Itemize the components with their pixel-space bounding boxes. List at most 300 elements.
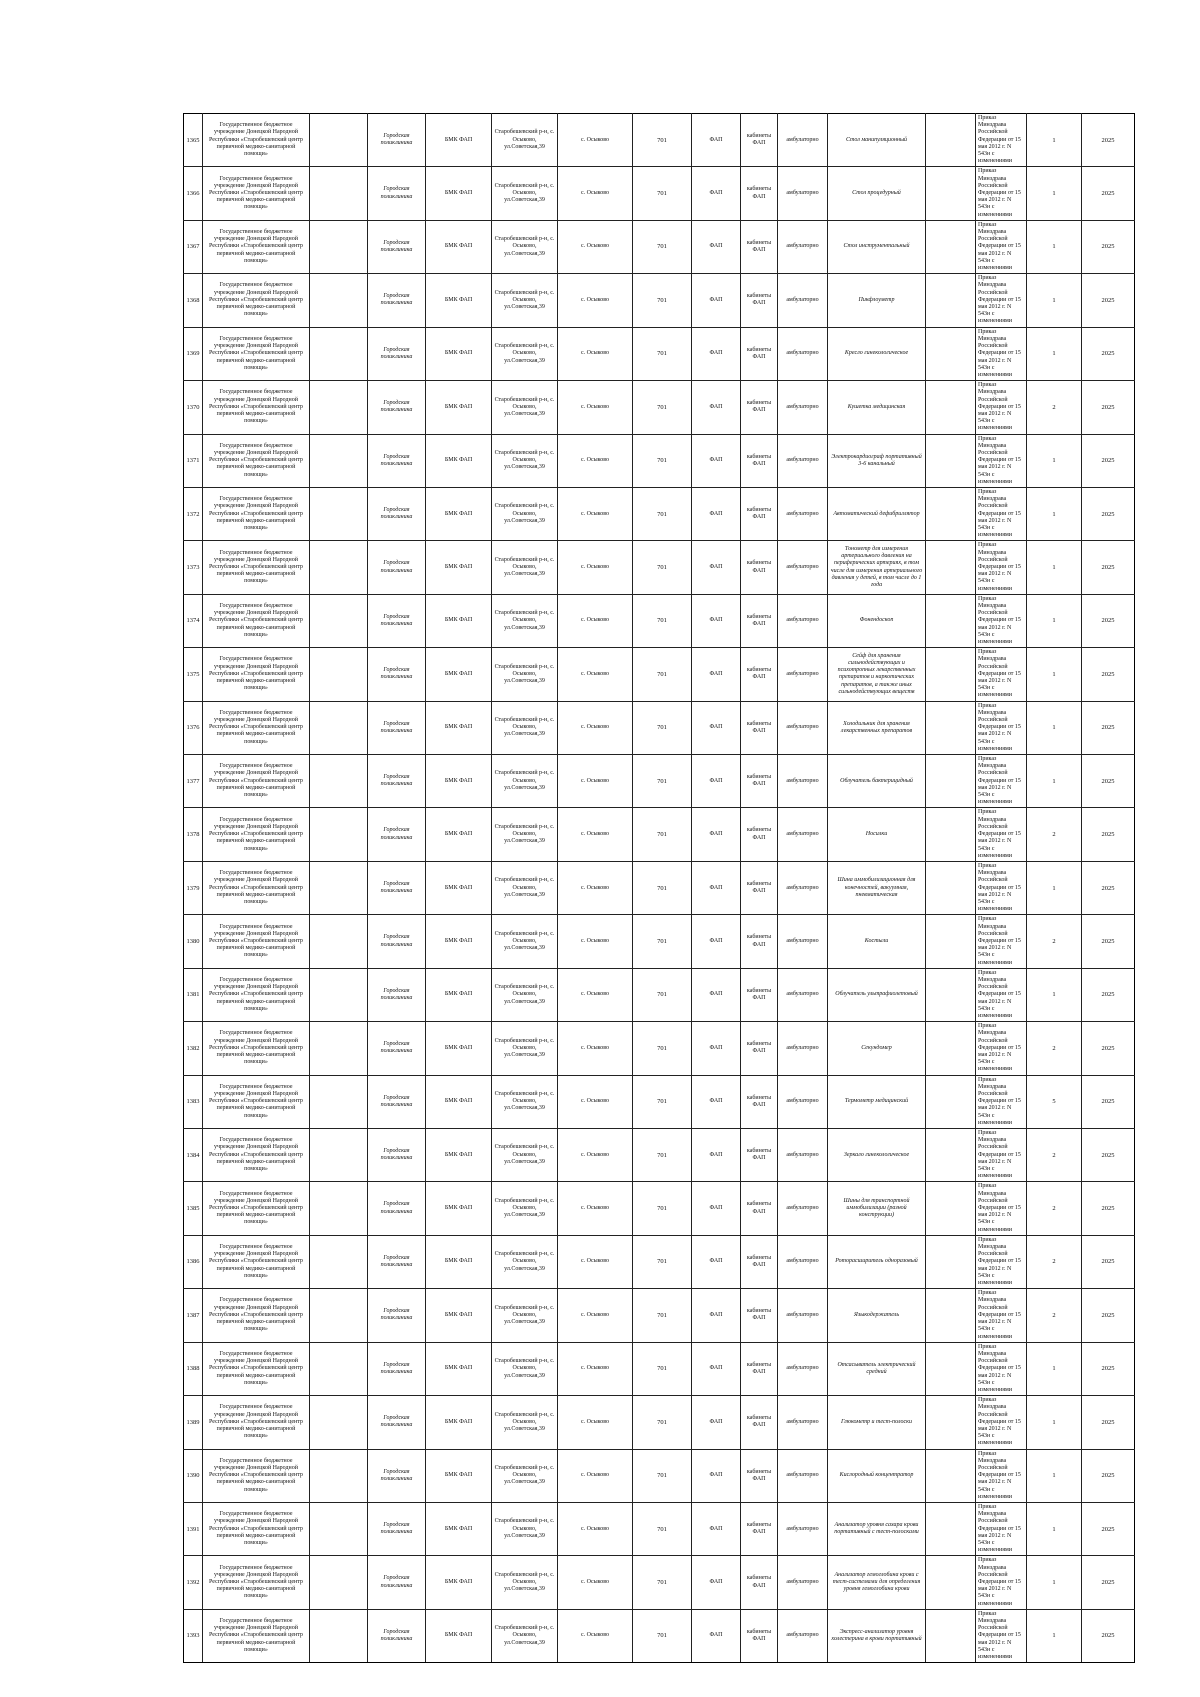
row-number: 1385 (184, 1182, 203, 1235)
basis-cell: Приказ Минздрава Российской Федерации от 15 мая 2012 г. N 543н с изменениями (976, 220, 1027, 273)
settlement-cell: с. Осыково (558, 861, 633, 914)
quantity-cell: 1 (1027, 541, 1082, 594)
empty-cell (310, 434, 368, 487)
quantity-cell: 1 (1027, 1342, 1082, 1395)
cabinet-cell: кабинеты ФАП (741, 1129, 778, 1182)
empty-cell (310, 381, 368, 434)
table-row (184, 1182, 1135, 1235)
settlement-cell: с. Осыково (558, 1022, 633, 1075)
cabinet-cell: кабинеты ФАП (741, 1022, 778, 1075)
cabinet-cell: кабинеты ФАП (741, 915, 778, 968)
location-cell: амбулаторно (778, 861, 828, 914)
year-cell: 2025 (1082, 381, 1135, 434)
quantity-cell: 1 (1027, 594, 1082, 647)
address-cell: Старобешевский р-н, с. Осыково, ул.Советская,39 (492, 1449, 558, 1502)
basis-cell: Приказ Минздрава Российской Федерации от 15 мая 2012 г. N 543н с изменениями (976, 327, 1027, 380)
quantity-cell: 2 (1027, 1022, 1082, 1075)
equipment-name-cell: Автоматический дефибриллятор (828, 487, 926, 540)
equipment-name-cell: Отсасыватель электрический средний (828, 1342, 926, 1395)
address-cell: Старобешевский р-н, с. Осыково, ул.Советская,39 (492, 915, 558, 968)
empty-cell (926, 1182, 976, 1235)
facility-type-cell: Городская поликлиника (368, 541, 426, 594)
unit-cell: БМК ФАП (426, 1556, 492, 1609)
empty-cell (310, 915, 368, 968)
object-cell: ФАП (692, 1609, 741, 1662)
quantity-cell: 1 (1027, 1609, 1082, 1662)
object-cell: ФАП (692, 274, 741, 327)
unit-cell: БМК ФАП (426, 1449, 492, 1502)
empty-cell (310, 1235, 368, 1288)
row-number: 1373 (184, 541, 203, 594)
code-cell: 701 (633, 220, 692, 273)
object-cell: ФАП (692, 1129, 741, 1182)
empty-cell (310, 220, 368, 273)
row-number: 1391 (184, 1502, 203, 1555)
object-cell: ФАП (692, 594, 741, 647)
basis-cell: Приказ Минздрава Российской Федерации от 15 мая 2012 г. N 543н с изменениями (976, 1182, 1027, 1235)
settlement-cell: с. Осыково (558, 755, 633, 808)
empty-cell (310, 274, 368, 327)
object-cell: ФАП (692, 701, 741, 754)
quantity-cell: 2 (1027, 1129, 1082, 1182)
basis-cell: Приказ Минздрава Российской Федерации от 15 мая 2012 г. N 543н с изменениями (976, 594, 1027, 647)
cabinet-cell: кабинеты ФАП (741, 434, 778, 487)
address-cell: Старобешевский р-н, с. Осыково, ул.Советская,39 (492, 1396, 558, 1449)
equipment-name-cell: Тонометр для измерения артериального давления на периферических артериях, в том числе для измерения артериального давления у детей, в том числе до 1 года (828, 541, 926, 594)
address-cell: Старобешевский р-н, с. Осыково, ул.Советская,39 (492, 648, 558, 701)
table-row (184, 648, 1135, 701)
settlement-cell: с. Осыково (558, 274, 633, 327)
cabinet-cell: кабинеты ФАП (741, 1235, 778, 1288)
year-cell: 2025 (1082, 1502, 1135, 1555)
year-cell: 2025 (1082, 220, 1135, 273)
year-cell: 2025 (1082, 167, 1135, 220)
cabinet-cell: кабинеты ФАП (741, 1556, 778, 1609)
cabinet-cell: кабинеты ФАП (741, 1609, 778, 1662)
settlement-cell: с. Осыково (558, 648, 633, 701)
location-cell: амбулаторно (778, 1129, 828, 1182)
facility-type-cell: Городская поликлиника (368, 594, 426, 647)
organization-cell: Государственное бюджетное учреждение Донецкой Народной Республики «Старобешевский центр первичной медико-санитарной помощи» (203, 1235, 310, 1288)
cabinet-cell: кабинеты ФАП (741, 1075, 778, 1128)
address-cell: Старобешевский р-н, с. Осыково, ул.Советская,39 (492, 1342, 558, 1395)
unit-cell: БМК ФАП (426, 648, 492, 701)
organization-cell: Государственное бюджетное учреждение Донецкой Народной Республики «Старобешевский центр первичной медико-санитарной помощи» (203, 327, 310, 380)
facility-type-cell: Городская поликлиника (368, 968, 426, 1021)
code-cell: 701 (633, 915, 692, 968)
unit-cell: БМК ФАП (426, 1289, 492, 1342)
cabinet-cell: кабинеты ФАП (741, 701, 778, 754)
code-cell: 701 (633, 1502, 692, 1555)
empty-cell (926, 434, 976, 487)
location-cell: амбулаторно (778, 648, 828, 701)
empty-cell (310, 648, 368, 701)
address-cell: Старобешевский р-н, с. Осыково, ул.Советская,39 (492, 1609, 558, 1662)
cabinet-cell: кабинеты ФАП (741, 1342, 778, 1395)
year-cell: 2025 (1082, 274, 1135, 327)
quantity-cell: 1 (1027, 755, 1082, 808)
cabinet-cell: кабинеты ФАП (741, 808, 778, 861)
cabinet-cell: кабинеты ФАП (741, 487, 778, 540)
facility-type-cell: Городская поликлиника (368, 1342, 426, 1395)
empty-cell (926, 1129, 976, 1182)
empty-cell (926, 220, 976, 273)
settlement-cell: с. Осыково (558, 381, 633, 434)
object-cell: ФАП (692, 541, 741, 594)
facility-type-cell: Городская поликлиника (368, 915, 426, 968)
cabinet-cell: кабинеты ФАП (741, 114, 778, 167)
empty-cell (310, 167, 368, 220)
empty-cell (310, 327, 368, 380)
empty-cell (926, 755, 976, 808)
empty-cell (310, 1289, 368, 1342)
facility-type-cell: Городская поликлиника (368, 1022, 426, 1075)
empty-cell (310, 1502, 368, 1555)
cabinet-cell: кабинеты ФАП (741, 220, 778, 273)
location-cell: амбулаторно (778, 1502, 828, 1555)
year-cell: 2025 (1082, 1182, 1135, 1235)
settlement-cell: с. Осыково (558, 1075, 633, 1128)
empty-cell (926, 274, 976, 327)
organization-cell: Государственное бюджетное учреждение Донецкой Народной Республики «Старобешевский центр первичной медико-санитарной помощи» (203, 381, 310, 434)
table-row (184, 1022, 1135, 1075)
quantity-cell: 1 (1027, 648, 1082, 701)
basis-cell: Приказ Минздрава Российской Федерации от 15 мая 2012 г. N 543н с изменениями (976, 541, 1027, 594)
organization-cell: Государственное бюджетное учреждение Донецкой Народной Республики «Старобешевский центр первичной медико-санитарной помощи» (203, 701, 310, 754)
quantity-cell: 2 (1027, 1289, 1082, 1342)
basis-cell: Приказ Минздрава Российской Федерации от 15 мая 2012 г. N 543н с изменениями (976, 861, 1027, 914)
facility-type-cell: Городская поликлиника (368, 1235, 426, 1288)
year-cell: 2025 (1082, 541, 1135, 594)
row-number: 1370 (184, 381, 203, 434)
basis-cell: Приказ Минздрава Российской Федерации от 15 мая 2012 г. N 543н с изменениями (976, 1022, 1027, 1075)
location-cell: амбулаторно (778, 755, 828, 808)
row-number: 1371 (184, 434, 203, 487)
facility-type-cell: Городская поликлиника (368, 487, 426, 540)
year-cell: 2025 (1082, 114, 1135, 167)
settlement-cell: с. Осыково (558, 1609, 633, 1662)
unit-cell: БМК ФАП (426, 594, 492, 647)
address-cell: Старобешевский р-н, с. Осыково, ул.Советская,39 (492, 861, 558, 914)
address-cell: Старобешевский р-н, с. Осыково, ул.Советская,39 (492, 274, 558, 327)
quantity-cell: 1 (1027, 1449, 1082, 1502)
basis-cell: Приказ Минздрава Российской Федерации от 15 мая 2012 г. N 543н с изменениями (976, 1129, 1027, 1182)
location-cell: амбулаторно (778, 1289, 828, 1342)
cabinet-cell: кабинеты ФАП (741, 1182, 778, 1235)
year-cell: 2025 (1082, 701, 1135, 754)
table-row (184, 434, 1135, 487)
cabinet-cell: кабинеты ФАП (741, 1502, 778, 1555)
equipment-name-cell: Роторасширитель одноразовый (828, 1235, 926, 1288)
empty-cell (926, 1075, 976, 1128)
quantity-cell: 1 (1027, 434, 1082, 487)
organization-cell: Государственное бюджетное учреждение Донецкой Народной Республики «Старобешевский центр первичной медико-санитарной помощи» (203, 1342, 310, 1395)
organization-cell: Государственное бюджетное учреждение Донецкой Народной Республики «Старобешевский центр первичной медико-санитарной помощи» (203, 167, 310, 220)
settlement-cell: с. Осыково (558, 594, 633, 647)
year-cell: 2025 (1082, 1396, 1135, 1449)
object-cell: ФАП (692, 327, 741, 380)
cabinet-cell: кабинеты ФАП (741, 1449, 778, 1502)
organization-cell: Государственное бюджетное учреждение Донецкой Народной Республики «Старобешевский центр первичной медико-санитарной помощи» (203, 1129, 310, 1182)
cabinet-cell: кабинеты ФАП (741, 594, 778, 647)
equipment-name-cell: Фонендоскоп (828, 594, 926, 647)
organization-cell: Государственное бюджетное учреждение Донецкой Народной Республики «Старобешевский центр первичной медико-санитарной помощи» (203, 220, 310, 273)
year-cell: 2025 (1082, 1022, 1135, 1075)
organization-cell: Государственное бюджетное учреждение Донецкой Народной Республики «Старобешевский центр первичной медико-санитарной помощи» (203, 968, 310, 1021)
equipment-name-cell: Стол процедурный (828, 167, 926, 220)
year-cell: 2025 (1082, 594, 1135, 647)
table-row (184, 808, 1135, 861)
address-cell: Старобешевский р-н, с. Осыково, ул.Советская,39 (492, 114, 558, 167)
organization-cell: Государственное бюджетное учреждение Донецкой Народной Республики «Старобешевский центр первичной медико-санитарной помощи» (203, 594, 310, 647)
empty-cell (310, 114, 368, 167)
equipment-name-cell: Зеркало гинекологическое (828, 1129, 926, 1182)
object-cell: ФАП (692, 648, 741, 701)
table-row (184, 755, 1135, 808)
table-row (184, 1556, 1135, 1609)
facility-type-cell: Городская поликлиника (368, 274, 426, 327)
equipment-name-cell: Языкодержатель (828, 1289, 926, 1342)
object-cell: ФАП (692, 434, 741, 487)
equipment-name-cell: Холодильник для хранения лекарственных препаратов (828, 701, 926, 754)
basis-cell: Приказ Минздрава Российской Федерации от 15 мая 2012 г. N 543н с изменениями (976, 1502, 1027, 1555)
table-row (184, 915, 1135, 968)
quantity-cell: 1 (1027, 1556, 1082, 1609)
quantity-cell: 5 (1027, 1075, 1082, 1128)
organization-cell: Государственное бюджетное учреждение Донецкой Народной Республики «Старобешевский центр первичной медико-санитарной помощи» (203, 861, 310, 914)
table-row (184, 327, 1135, 380)
cabinet-cell: кабинеты ФАП (741, 755, 778, 808)
settlement-cell: с. Осыково (558, 1235, 633, 1288)
location-cell: амбулаторно (778, 327, 828, 380)
organization-cell: Государственное бюджетное учреждение Донецкой Народной Республики «Старобешевский центр первичной медико-санитарной помощи» (203, 755, 310, 808)
empty-cell (926, 487, 976, 540)
facility-type-cell: Городская поликлиника (368, 114, 426, 167)
unit-cell: БМК ФАП (426, 808, 492, 861)
empty-cell (926, 1235, 976, 1288)
code-cell: 701 (633, 968, 692, 1021)
row-number: 1378 (184, 808, 203, 861)
code-cell: 701 (633, 808, 692, 861)
empty-cell (310, 701, 368, 754)
location-cell: амбулаторно (778, 434, 828, 487)
facility-type-cell: Городская поликлиника (368, 1289, 426, 1342)
unit-cell: БМК ФАП (426, 1609, 492, 1662)
row-number: 1393 (184, 1609, 203, 1662)
year-cell: 2025 (1082, 1342, 1135, 1395)
row-number: 1387 (184, 1289, 203, 1342)
empty-cell (310, 1182, 368, 1235)
table-row (184, 1342, 1135, 1395)
organization-cell: Государственное бюджетное учреждение Донецкой Народной Республики «Старобешевский центр первичной медико-санитарной помощи» (203, 114, 310, 167)
address-cell: Старобешевский р-н, с. Осыково, ул.Советская,39 (492, 1502, 558, 1555)
location-cell: амбулаторно (778, 701, 828, 754)
facility-type-cell: Городская поликлиника (368, 1502, 426, 1555)
year-cell: 2025 (1082, 434, 1135, 487)
code-cell: 701 (633, 167, 692, 220)
equipment-name-cell: Облучатель ультрафиолетовый (828, 968, 926, 1021)
facility-type-cell: Городская поликлиника (368, 1129, 426, 1182)
facility-type-cell: Городская поликлиника (368, 701, 426, 754)
empty-cell (310, 1556, 368, 1609)
facility-type-cell: Городская поликлиника (368, 648, 426, 701)
basis-cell: Приказ Минздрава Российской Федерации от 15 мая 2012 г. N 543н с изменениями (976, 167, 1027, 220)
equipment-name-cell: Электрокардиограф портативный 3-6 канальный (828, 434, 926, 487)
quantity-cell: 1 (1027, 220, 1082, 273)
address-cell: Старобешевский р-н, с. Осыково, ул.Советская,39 (492, 701, 558, 754)
unit-cell: БМК ФАП (426, 327, 492, 380)
basis-cell: Приказ Минздрава Российской Федерации от 15 мая 2012 г. N 543н с изменениями (976, 114, 1027, 167)
unit-cell: БМК ФАП (426, 1182, 492, 1235)
equipment-name-cell: Секундомер (828, 1022, 926, 1075)
settlement-cell: с. Осыково (558, 808, 633, 861)
unit-cell: БМК ФАП (426, 1396, 492, 1449)
empty-cell (926, 808, 976, 861)
empty-cell (926, 1289, 976, 1342)
table-row (184, 968, 1135, 1021)
row-number: 1369 (184, 327, 203, 380)
row-number: 1382 (184, 1022, 203, 1075)
table-row (184, 1502, 1135, 1555)
empty-cell (310, 1609, 368, 1662)
location-cell: амбулаторно (778, 1022, 828, 1075)
basis-cell: Приказ Минздрава Российской Федерации от 15 мая 2012 г. N 543н с изменениями (976, 1556, 1027, 1609)
settlement-cell: с. Осыково (558, 167, 633, 220)
empty-cell (926, 1022, 976, 1075)
year-cell: 2025 (1082, 1129, 1135, 1182)
organization-cell: Государственное бюджетное учреждение Донецкой Народной Республики «Старобешевский центр первичной медико-санитарной помощи» (203, 1502, 310, 1555)
organization-cell: Государственное бюджетное учреждение Донецкой Народной Республики «Старобешевский центр первичной медико-санитарной помощи» (203, 487, 310, 540)
year-cell: 2025 (1082, 861, 1135, 914)
year-cell: 2025 (1082, 915, 1135, 968)
empty-cell (926, 648, 976, 701)
code-cell: 701 (633, 541, 692, 594)
settlement-cell: с. Осыково (558, 915, 633, 968)
table-row (184, 487, 1135, 540)
unit-cell: БМК ФАП (426, 1075, 492, 1128)
equipment-name-cell: Пикфлоуметр (828, 274, 926, 327)
cabinet-cell: кабинеты ФАП (741, 541, 778, 594)
object-cell: ФАП (692, 968, 741, 1021)
organization-cell: Государственное бюджетное учреждение Донецкой Народной Республики «Старобешевский центр первичной медико-санитарной помощи» (203, 808, 310, 861)
basis-cell: Приказ Минздрава Российской Федерации от 15 мая 2012 г. N 543н с изменениями (976, 381, 1027, 434)
empty-cell (310, 1342, 368, 1395)
code-cell: 701 (633, 1609, 692, 1662)
quantity-cell: 1 (1027, 167, 1082, 220)
organization-cell: Государственное бюджетное учреждение Донецкой Народной Республики «Старобешевский центр первичной медико-санитарной помощи» (203, 434, 310, 487)
location-cell: амбулаторно (778, 1396, 828, 1449)
empty-cell (310, 808, 368, 861)
address-cell: Старобешевский р-н, с. Осыково, ул.Советская,39 (492, 487, 558, 540)
year-cell: 2025 (1082, 1556, 1135, 1609)
object-cell: ФАП (692, 1449, 741, 1502)
empty-cell (926, 541, 976, 594)
facility-type-cell: Городская поликлиника (368, 434, 426, 487)
address-cell: Старобешевский р-н, с. Осыково, ул.Советская,39 (492, 1129, 558, 1182)
address-cell: Старобешевский р-н, с. Осыково, ул.Советская,39 (492, 167, 558, 220)
settlement-cell: с. Осыково (558, 1556, 633, 1609)
row-number: 1390 (184, 1449, 203, 1502)
address-cell: Старобешевский р-н, с. Осыково, ул.Советская,39 (492, 220, 558, 273)
quantity-cell: 2 (1027, 915, 1082, 968)
address-cell: Старобешевский р-н, с. Осыково, ул.Советская,39 (492, 1289, 558, 1342)
row-number: 1375 (184, 648, 203, 701)
empty-cell (926, 1449, 976, 1502)
empty-cell (310, 541, 368, 594)
unit-cell: БМК ФАП (426, 1235, 492, 1288)
location-cell: амбулаторно (778, 1235, 828, 1288)
empty-cell (310, 968, 368, 1021)
equipment-table (183, 113, 1135, 1663)
document-sheet (183, 113, 1134, 1663)
quantity-cell: 1 (1027, 968, 1082, 1021)
row-number: 1365 (184, 114, 203, 167)
location-cell: амбулаторно (778, 541, 828, 594)
code-cell: 701 (633, 381, 692, 434)
object-cell: ФАП (692, 1502, 741, 1555)
object-cell: ФАП (692, 1235, 741, 1288)
location-cell: амбулаторно (778, 1075, 828, 1128)
equipment-name-cell: Сейф для хранения сильнодействующих и психотропных лекарственных препаратов и наркотических препаратов, а также иных сильнодействующих веществ (828, 648, 926, 701)
year-cell: 2025 (1082, 1609, 1135, 1662)
organization-cell: Государственное бюджетное учреждение Донецкой Народной Республики «Старобешевский центр первичной медико-санитарной помощи» (203, 1075, 310, 1128)
equipment-name-cell: Стол манипуляционный (828, 114, 926, 167)
unit-cell: БМК ФАП (426, 1022, 492, 1075)
settlement-cell: с. Осыково (558, 1449, 633, 1502)
code-cell: 701 (633, 1342, 692, 1395)
location-cell: амбулаторно (778, 274, 828, 327)
settlement-cell: с. Осыково (558, 1396, 633, 1449)
basis-cell: Приказ Минздрава Российской Федерации от 15 мая 2012 г. N 543н с изменениями (976, 968, 1027, 1021)
table-row (184, 1609, 1135, 1662)
facility-type-cell: Городская поликлиника (368, 381, 426, 434)
facility-type-cell: Городская поликлиника (368, 1182, 426, 1235)
empty-cell (926, 1396, 976, 1449)
organization-cell: Государственное бюджетное учреждение Донецкой Народной Республики «Старобешевский центр первичной медико-санитарной помощи» (203, 1289, 310, 1342)
code-cell: 701 (633, 594, 692, 647)
unit-cell: БМК ФАП (426, 274, 492, 327)
cabinet-cell: кабинеты ФАП (741, 968, 778, 1021)
code-cell: 701 (633, 1289, 692, 1342)
organization-cell: Государственное бюджетное учреждение Донецкой Народной Республики «Старобешевский центр первичной медико-санитарной помощи» (203, 915, 310, 968)
unit-cell: БМК ФАП (426, 434, 492, 487)
code-cell: 701 (633, 1022, 692, 1075)
empty-cell (310, 861, 368, 914)
settlement-cell: с. Осыково (558, 1342, 633, 1395)
quantity-cell: 1 (1027, 487, 1082, 540)
year-cell: 2025 (1082, 1075, 1135, 1128)
empty-cell (926, 594, 976, 647)
basis-cell: Приказ Минздрава Российской Федерации от 15 мая 2012 г. N 543н с изменениями (976, 274, 1027, 327)
location-cell: амбулаторно (778, 381, 828, 434)
address-cell: Старобешевский р-н, с. Осыково, ул.Советская,39 (492, 755, 558, 808)
address-cell: Старобешевский р-н, с. Осыково, ул.Советская,39 (492, 1075, 558, 1128)
organization-cell: Государственное бюджетное учреждение Донецкой Народной Республики «Старобешевский центр первичной медико-санитарной помощи» (203, 1556, 310, 1609)
basis-cell: Приказ Минздрава Российской Федерации от 15 мая 2012 г. N 543н с изменениями (976, 755, 1027, 808)
settlement-cell: с. Осыково (558, 1129, 633, 1182)
empty-cell (310, 1022, 368, 1075)
settlement-cell: с. Осыково (558, 487, 633, 540)
quantity-cell: 1 (1027, 701, 1082, 754)
organization-cell: Государственное бюджетное учреждение Донецкой Народной Республики «Старобешевский центр первичной медико-санитарной помощи» (203, 274, 310, 327)
table-row (184, 1449, 1135, 1502)
object-cell: ФАП (692, 1342, 741, 1395)
unit-cell: БМК ФАП (426, 915, 492, 968)
row-number: 1374 (184, 594, 203, 647)
code-cell: 701 (633, 114, 692, 167)
location-cell: амбулаторно (778, 1182, 828, 1235)
address-cell: Старобешевский р-н, с. Осыково, ул.Советская,39 (492, 1235, 558, 1288)
